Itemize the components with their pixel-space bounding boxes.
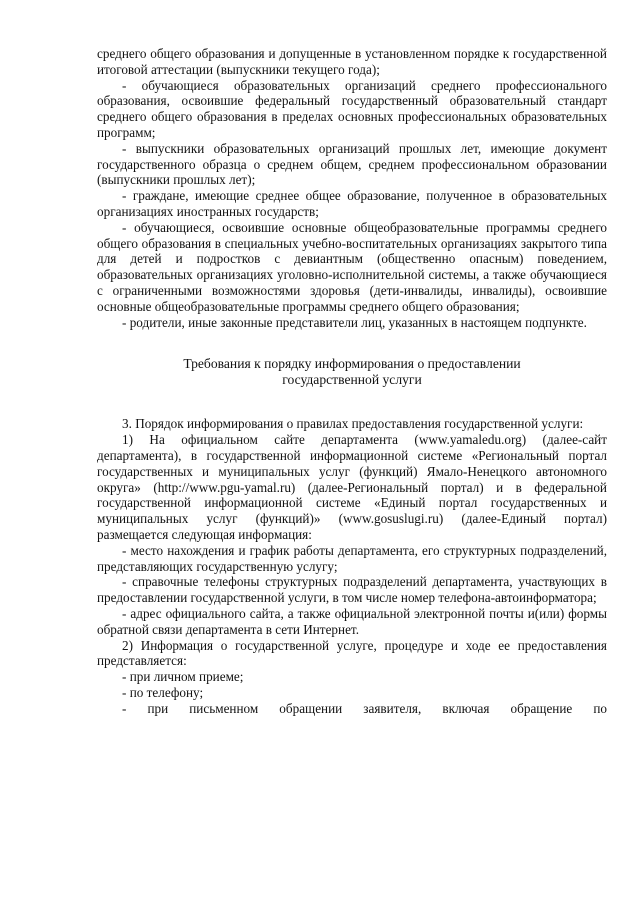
paragraph-continuation: среднего общего образования и допущенные в установленном порядке к государственной итоговой аттестации (выпускники текущего года); xyxy=(97,46,607,77)
list-item-website-email: - адрес официального сайта, а также официальной электронной почты и(или) формы обратной связи департамента в сети Интернет. xyxy=(97,605,607,637)
list-item-location-schedule: - место нахождения и график работы департамента, его структурных подразделений, представляющих государственную услугу; xyxy=(97,542,607,574)
paragraph-subclause-2: 2) Информация о государственной услуге, процедуре и ходе ее предоставления представляется: xyxy=(97,637,607,669)
document-page xyxy=(97,46,607,716)
section-heading-line-2: государственной услуги xyxy=(282,372,422,388)
list-item-written-request: - при письменном обращении заявителя, включая обращение по xyxy=(122,700,607,716)
list-item-phones: - справочные телефоны структурных подразделений департамента, участвующих в предоставлении государственной услуги, в том числе номер телефона-автоинформатора; xyxy=(97,574,607,606)
list-item-parents: - родители, иные законные представители лиц, указанных в настоящем подпункте. xyxy=(122,314,587,330)
section-heading-line-1: Требования к порядку информирования о предоставлении xyxy=(183,356,521,372)
list-item-special-institutions: - обучающиеся, освоившие основные общеобразовательные программы среднего общего образования в специальных учебно-воспитательных организациях закрытого типа для детей и подростков с девиантным (общественно опасным) поведением, образовательных организациях уголовно-исполнительной системы, а также обучающиеся с ограниченными возможностями здоровья (дети-инвалиды, инвалиды), освоившие основные общеобразовательные программы среднего общего образования; xyxy=(97,219,607,314)
list-item-in-person: - при личном приеме; xyxy=(122,669,244,685)
list-item-by-phone: - по телефону; xyxy=(122,684,204,700)
paragraph-clause-3: 3. Порядок информирования о правилах предоставления государственной услуги: xyxy=(122,416,584,432)
list-item-past-graduates: - выпускники образовательных организаций прошлых лет, имеющие документ государственного образца о среднем общем, среднем профессиональном образовании (выпускники прошлых лет); xyxy=(97,140,607,188)
list-item-vocational-students: - обучающиеся образовательных организаций среднего профессионального образования, освоившие федеральный государственный образовательный стандарт среднего общего образования в пределах основных профессиональных образовательных программ; xyxy=(97,77,607,140)
paragraph-subclause-1: 1) На официальном сайте департамента (www.yamaledu.org) (далее-сайт департамента), в государственной информационной системе «Региональный портал государственных и муниципальных услуг (функций) Ямало-Ненецкого автономного округа» (http://www.pgu-yamal.ru) (далее-Региональный портал) и в федеральной государственной информационной системе «Единый портал государственных и муниципальных услуг (функций)» (www.gosuslugi.ru) (далее-Единый портал) размещается следующая информация: xyxy=(97,432,607,542)
list-item-foreign-education: - граждане, имеющие среднее общее образование, полученное в образовательных организациях иностранных государств; xyxy=(97,188,607,219)
section-heading xyxy=(97,356,607,388)
